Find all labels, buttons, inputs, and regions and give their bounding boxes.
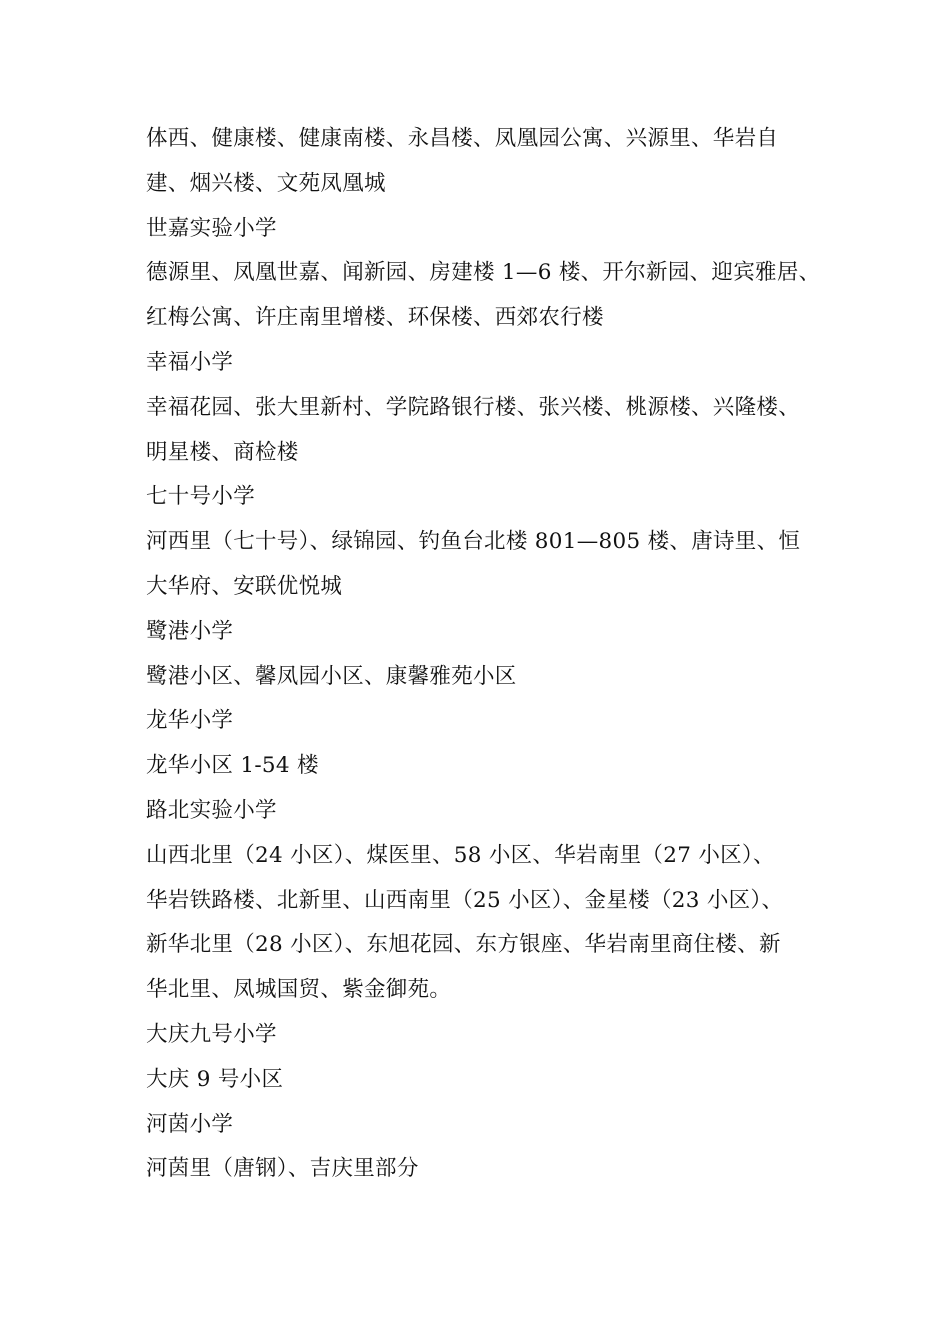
document-body [146,117,836,1192]
school-heading: 河茵小学 [146,1111,234,1137]
text-line: 德源里、凤凰世嘉、闻新园、房建楼 1—6 楼、开尔新园、迎宾雅居、 [146,260,821,286]
school-heading: 世嘉实验小学 [146,215,277,241]
text-line: 建、烟兴楼、文苑凤凰城 [146,170,386,196]
text-line: 龙华小区 1-54 楼 [146,753,319,779]
text-line: 鹭港小区、馨凤园小区、康馨雅苑小区 [146,663,517,689]
school-heading: 路北实验小学 [146,797,277,823]
text-line: 明星楼、商检楼 [146,439,299,465]
text-line: 大华府、安联优悦城 [146,573,343,599]
school-heading: 大庆九号小学 [146,1021,277,1047]
text-line: 河茵里（唐钢）、吉庆里部分 [146,1156,419,1182]
text-line: 河西里（七十号）、绿锦园、钓鱼台北楼 801—805 楼、唐诗里、恒 [146,529,801,555]
text-line: 华岩铁路楼、北新里、山西南里（25 小区）、金星楼（23 小区）、 [146,887,784,913]
school-heading: 幸福小学 [146,349,234,375]
text-line: 红梅公寓、许庄南里增楼、环保楼、西郊农行楼 [146,305,604,331]
text-line: 山西北里（24 小区）、煤医里、58 小区、华岩南里（27 小区）、 [146,842,775,868]
school-heading: 七十号小学 [146,484,256,510]
text-line: 大庆 9 号小区 [146,1066,284,1092]
text-line: 新华北里（28 小区）、东旭花园、东方银座、华岩南里商住楼、新 [146,932,781,958]
school-heading: 龙华小学 [146,708,234,734]
school-heading: 鹭港小学 [146,618,234,644]
text-line: 体西、健康楼、健康南楼、永昌楼、凤凰园公寓、兴源里、华岩自 [146,126,779,151]
text-line: 华北里、凤城国贸、紫金御苑。 [146,977,452,1003]
text-line: 幸福花园、张大里新村、学院路银行楼、张兴楼、桃源楼、兴隆楼、 [146,394,801,420]
